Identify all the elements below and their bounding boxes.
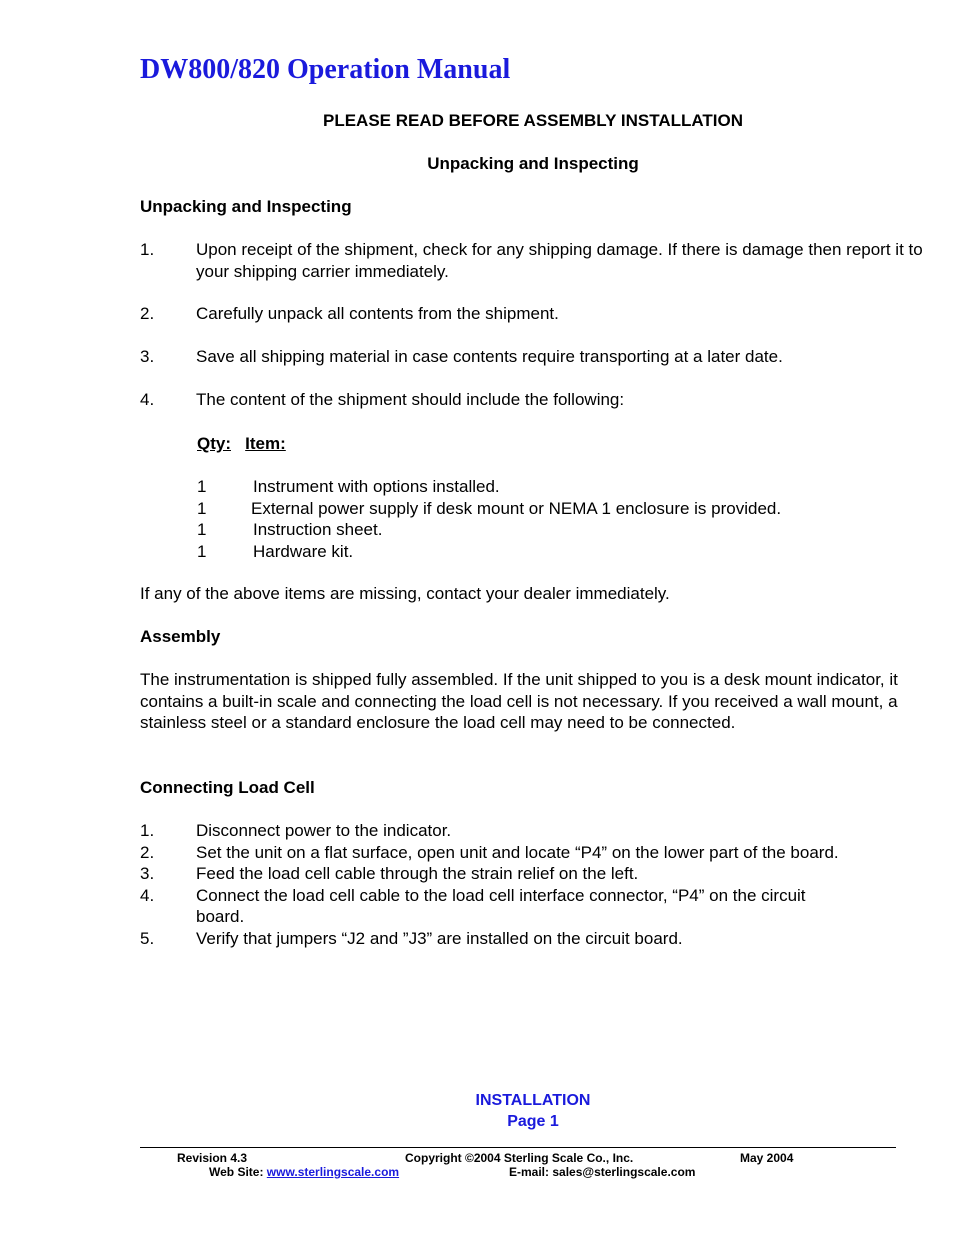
step-text: The content of the shipment should include the following: bbox=[196, 390, 625, 409]
load-cell-step bbox=[140, 863, 926, 885]
load-cell-step bbox=[140, 885, 926, 928]
website-link[interactable]: www.sterlingscale.com bbox=[266, 1165, 400, 1179]
step-text: Save all shipping material in case contents require transporting at a later date. bbox=[196, 347, 783, 366]
unpacking-step bbox=[140, 303, 926, 346]
section-title-unpacking: Unpacking and Inspecting bbox=[427, 154, 639, 173]
website-line bbox=[209, 1165, 399, 1179]
read-before-notice: PLEASE READ BEFORE ASSEMBLY INSTALLATION bbox=[322, 111, 743, 130]
step-text: Carefully unpack all contents from the shipment. bbox=[196, 304, 559, 323]
step-text: Connect the load cell cable to the load cell interface connector, “P4” on the circuit board. bbox=[196, 885, 806, 926]
qty-item-header bbox=[197, 434, 286, 454]
shipment-contents-list bbox=[197, 476, 897, 562]
load-cell-step bbox=[140, 820, 926, 842]
footer-section-label: INSTALLATION bbox=[475, 1092, 591, 1109]
list-item bbox=[197, 476, 897, 498]
document-title: DW800/820 Operation Manual bbox=[140, 54, 511, 85]
copyright-text: Copyright ©2004 Sterling Scale Co., Inc. bbox=[405, 1151, 634, 1165]
assembly-paragraph: The instrumentation is shipped fully assembled. If the unit shipped to you is a desk mount indicator, it contains a built-in scale and connecting the load cell is not necessary. If you received a wall mount, a stainless steel or a standard enclosure the load cell may need to be connected. bbox=[140, 670, 898, 732]
qty-label: Qty: bbox=[197, 434, 231, 453]
load-cell-step bbox=[140, 928, 926, 950]
item-name: Instruction sheet. bbox=[253, 520, 383, 539]
step-number: 1. bbox=[140, 821, 155, 840]
footer-divider bbox=[140, 1147, 896, 1148]
unpacking-step bbox=[140, 389, 926, 411]
item-label: Item: bbox=[245, 434, 286, 453]
load-cell-step bbox=[140, 842, 926, 864]
step-number: 2. bbox=[140, 304, 155, 323]
step-number: 4. bbox=[140, 390, 155, 409]
list-item bbox=[197, 541, 897, 563]
step-number: 1. bbox=[140, 240, 155, 259]
step-text: Set the unit on a flat surface, open unit and locate “P4” on the lower part of the board. bbox=[196, 842, 839, 862]
step-number: 2. bbox=[140, 842, 155, 862]
website-label: Web Site: bbox=[209, 1165, 267, 1179]
unpacking-steps bbox=[140, 239, 926, 411]
load-cell-steps bbox=[140, 820, 926, 949]
step-number: 5. bbox=[140, 928, 155, 948]
list-item bbox=[197, 498, 897, 520]
item-qty: 1 bbox=[197, 498, 207, 518]
item-name: Instrument with options installed. bbox=[253, 477, 500, 496]
revision-label: Revision 4.3 bbox=[177, 1151, 248, 1165]
list-item bbox=[197, 519, 897, 541]
missing-items-note: If any of the above items are missing, contact your dealer immediately. bbox=[140, 584, 670, 603]
item-qty: 1 bbox=[197, 520, 207, 539]
step-text: Feed the load cell cable through the strain relief on the left. bbox=[196, 864, 639, 883]
item-qty: 1 bbox=[197, 477, 207, 496]
assembly-heading: Assembly bbox=[140, 627, 221, 646]
email-text: E-mail: sales@sterlingscale.com bbox=[509, 1165, 696, 1179]
unpacking-step bbox=[140, 239, 926, 303]
step-text: Disconnect power to the indicator. bbox=[196, 821, 452, 840]
item-name: Hardware kit. bbox=[253, 541, 354, 561]
page-number: Page 1 bbox=[507, 1113, 559, 1130]
revision-date: May 2004 bbox=[740, 1151, 794, 1165]
step-number: 3. bbox=[140, 864, 155, 883]
unpacking-heading: Unpacking and Inspecting bbox=[140, 197, 352, 216]
step-text: Upon receipt of the shipment, check for any shipping damage. If there is damage then report it to your shipping carrier immediately. bbox=[196, 240, 923, 281]
step-number: 3. bbox=[140, 347, 155, 366]
item-qty: 1 bbox=[197, 541, 207, 561]
load-cell-heading: Connecting Load Cell bbox=[140, 778, 315, 797]
step-number: 4. bbox=[140, 885, 155, 905]
item-name: External power supply if desk mount or NEMA 1 enclosure is provided. bbox=[251, 498, 782, 518]
unpacking-step bbox=[140, 346, 926, 389]
step-text: Verify that jumpers “J2 and ”J3” are installed on the circuit board. bbox=[196, 928, 683, 948]
